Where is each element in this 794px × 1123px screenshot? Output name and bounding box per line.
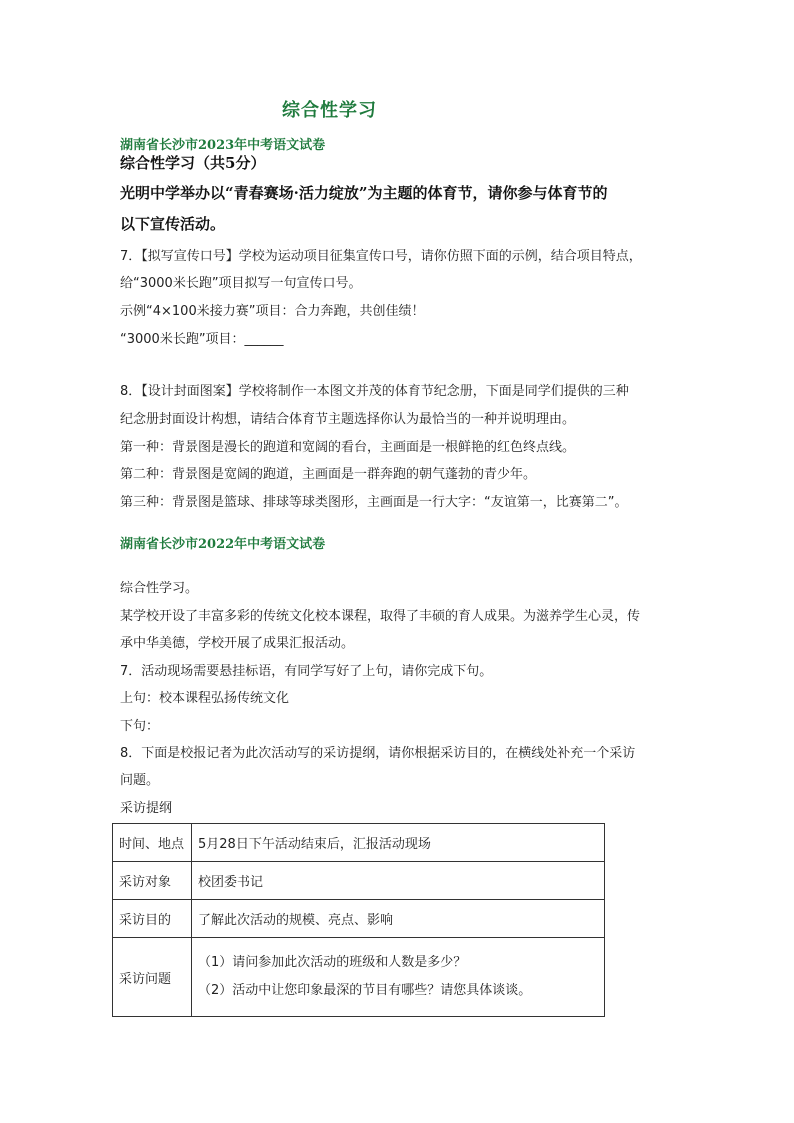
q8-prompt-line-2: 纪念册封面设计构想，请结合体育节主题选择你认为最恰当的一种并说明理由。 (120, 412, 576, 427)
section-heading-2022: 综合性学习。 (120, 581, 199, 596)
q8-2022-prompt-line-1: 8．下面是校报记者为此次活动写的采访提纲，请你根据采访目的，在横线处补充一个采访 (120, 746, 636, 761)
outline-title: 采访提纲 (120, 801, 173, 816)
table-value-cell: 了解此次活动的规模、亮点、影响 (192, 900, 605, 938)
table-key-cell: 采访问题 (113, 938, 192, 1017)
section-heading-2023: 综合性学习（共5分） (120, 154, 266, 172)
table-value-cell: 校团委书记 (192, 862, 605, 900)
page-title: 综合性学习 (282, 100, 377, 121)
q8-2022-prompt-line-2: 问题。 (120, 773, 160, 788)
intro-line-1: 光明中学举办以“青春赛场·活力绽放”为主题的体育节，请你参与体育节的 (120, 184, 608, 202)
q8-prompt-line-1: 8．【设计封面图案】学校将制作一本图文并茂的体育节纪念册，下面是同学们提供的三种 (120, 384, 629, 399)
intro-2022-line-1: 某学校开设了丰富多彩的传统文化校本课程，取得了丰硕的育人成果。为滋养学生心灵，传 (120, 609, 641, 624)
q7-prompt-line-1: 7．【拟写宣传口号】学校为运动项目征集宣传口号，请你仿照下面的示例，结合项目特点， (120, 249, 642, 264)
table-key-cell: 采访目的 (113, 900, 192, 938)
table-row (113, 862, 605, 900)
intro-line-2: 以下宣传活动。 (120, 215, 226, 233)
q8-option-1: 第一种：背景图是漫长的跑道和宽阔的看台，主画面是一根鲜艳的红色终点线。 (120, 440, 576, 455)
table-row (113, 938, 605, 1017)
q7-prompt-line-2: 给“3000米长跑”项目拟写一句宣传口号。 (120, 276, 362, 291)
interview-outline-table (112, 823, 605, 1017)
exam-source-2022: 湖南省长沙市2022年中考语文试卷 (120, 537, 326, 552)
table-value-cell (192, 938, 605, 1017)
upper-couplet: 上句：校本课程弘扬传统文化 (120, 691, 290, 706)
intro-2022-line-2: 承中华美德，学校开展了成果汇报活动。 (120, 636, 355, 651)
exam-source-2023: 湖南省长沙市2023年中考语文试卷 (120, 138, 326, 153)
table-row (113, 824, 605, 862)
q8-option-2: 第二种：背景图是宽阔的跑道，主画面是一群奔跑的朝气蓬勃的青少年。 (120, 467, 537, 482)
interview-question-1: （1）请问参加此次活动的班级和人数是多少？ (198, 955, 467, 970)
interview-question-2: （2）活动中让您印象最深的节目有哪些？请您具体谈谈。 (198, 983, 532, 998)
q7-2022-prompt: 7．活动现场需要悬挂标语，有同学写好了上句，请你完成下句。 (120, 664, 493, 679)
q8-option-3: 第三种：背景图是篮球、排球等球类图形，主画面是一行大字：“友谊第一，比赛第二”。 (120, 495, 628, 510)
lower-couplet: 下句： (120, 719, 160, 734)
q7-answer-blank: “3000米长跑”项目：______ (120, 332, 284, 347)
q7-example: 示例“4×100米接力赛”项目：合力奔跑，共创佳绩！ (120, 304, 425, 319)
table-key-cell: 时间、地点 (113, 824, 192, 862)
table-row (113, 900, 605, 938)
table-key-cell: 采访对象 (113, 862, 192, 900)
table-value-cell: 5月28日下午活动结束后，汇报活动现场 (192, 824, 605, 862)
